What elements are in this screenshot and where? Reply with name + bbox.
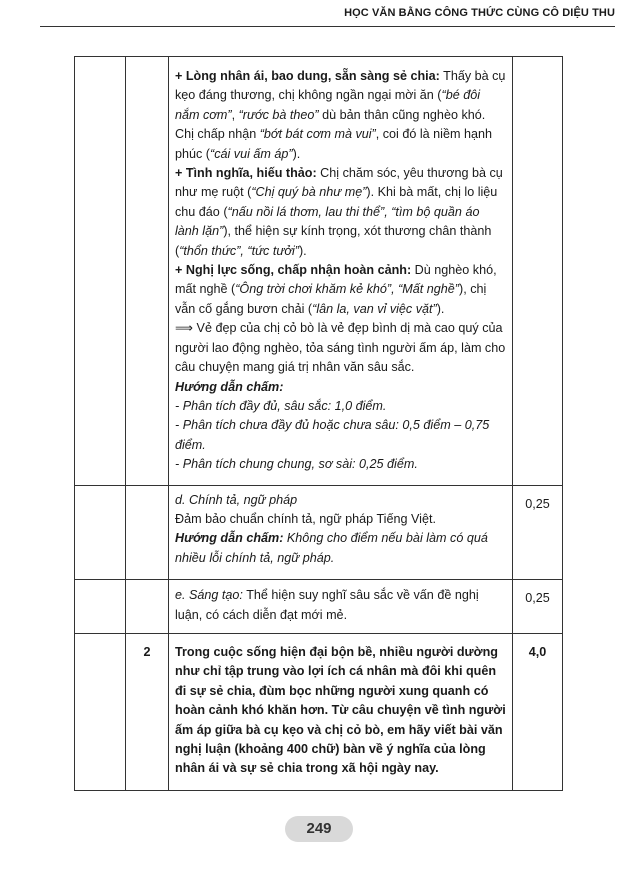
text-run: ). xyxy=(436,301,445,316)
text-run: Dù nghèo khó, mất nghề ( xyxy=(175,263,497,297)
page-number-badge xyxy=(285,816,353,842)
grading-guide-item: - Phân tích chưa đầy đủ hoặc chưa sâu: 0,5 điểm – 0,75 điểm. xyxy=(175,418,490,452)
header-divider xyxy=(40,26,615,27)
grading-guide-label: Hướng dẫn chấm: xyxy=(175,531,284,546)
criterion-text: Thể hiện suy nghĩ sâu sắc về vấn đề nghị luận, có cách diễn đạt mới mẻ. xyxy=(175,588,479,622)
table-row-creativity xyxy=(75,580,563,634)
cell-question-number xyxy=(126,580,169,634)
scoring-table xyxy=(74,56,563,791)
quote: “cái vui ấm áp” xyxy=(210,146,293,161)
cell-score xyxy=(513,57,563,486)
criterion xyxy=(175,586,506,625)
table-row-question-2 xyxy=(75,633,563,790)
cell-blank xyxy=(75,57,126,486)
point-heading: + Lòng nhân ái, bao dung, sẵn sàng sẻ chia: xyxy=(175,69,440,83)
paragraph-resilience xyxy=(175,261,506,319)
cell-blank xyxy=(75,633,126,790)
cell-question-number xyxy=(126,485,169,580)
text-run: , xyxy=(231,107,239,122)
paragraph-compassion xyxy=(175,67,506,164)
quote: “lân la, van vỉ việc vặt” xyxy=(312,301,437,316)
cell-content xyxy=(169,580,513,634)
grading-guide-item: - Phân tích đầy đủ, sâu sắc: 1,0 điểm. xyxy=(175,398,387,413)
cell-question-number: 2 xyxy=(126,633,169,790)
text-run: ). xyxy=(292,146,301,161)
criterion-heading: e. Sáng tạo: xyxy=(175,588,243,603)
quote: “nấu nồi lá thơm, lau thi thể”, “tìm bộ quần áo lành lặn” xyxy=(175,204,480,239)
quote: “Ông trời chơi khăm kẻ khó”, “Mất nghề” xyxy=(235,282,460,297)
text-run: , coi đó là niềm hạnh phúc ( xyxy=(175,127,492,161)
cell-score: 0,25 xyxy=(513,485,563,580)
cell-content xyxy=(169,57,513,486)
text-run: Thấy bà cụ kẹo đáng thương, chị không ngần ngại mời ăn ( xyxy=(175,69,506,103)
criterion-text: Đảm bảo chuẩn chính tả, ngữ pháp Tiếng Việt. xyxy=(175,511,436,526)
grading-guide-item: - Phân tích chung chung, sơ sài: 0,25 điểm. xyxy=(175,457,418,472)
grading-guide-text: Không cho điểm nếu bài làm có quá nhiều lỗi chính tả, ngữ pháp. xyxy=(175,531,488,565)
grading-guide-title: Hướng dẫn chấm: xyxy=(175,379,284,394)
text-run: ). xyxy=(298,243,307,258)
cell-content xyxy=(169,485,513,580)
quote: “bớt bát cơm mà vui” xyxy=(259,127,376,142)
page-number: 249 xyxy=(306,820,332,837)
criterion-heading: d. Chính tả, ngữ pháp xyxy=(175,492,298,507)
text-run: Chị chăm sóc, yêu thương bà cụ như mẹ ruột ( xyxy=(175,166,503,200)
table-row-spelling-grammar xyxy=(75,485,563,580)
text-run: ), chị vẫn cố gắng bươn chải ( xyxy=(175,282,487,316)
quote: “rước bà theo” xyxy=(238,107,319,122)
cell-question-number xyxy=(126,57,169,486)
point-heading: + Nghị lực sống, chấp nhận hoàn cảnh: xyxy=(175,263,412,278)
point-heading: + Tình nghĩa, hiếu thảo: xyxy=(175,166,317,181)
paragraph-conclusion: ⟹ Vẻ đẹp của chị cỏ bò là vẻ đẹp bình dị mà cao quý của người lao động nghèo, tỏa sáng tình người ấm áp, làm cho câu chuyện mang giá trị nhân văn sâu sắc. xyxy=(175,321,506,375)
text-run: dù bản thân cũng nghèo khó. Chị chấp nhận xyxy=(175,107,486,142)
cell-blank xyxy=(75,580,126,634)
paragraph-filial-piety xyxy=(175,164,506,261)
grading-guide xyxy=(175,529,506,568)
cell-question-prompt: Trong cuộc sống hiện đại bộn bề, nhiều người dường như chỉ tập trung vào lợi ích cá nhân mà đôi khi quên đi sự sẻ chia, đùm bọc những người xung quanh có hoàn cảnh khó khăn hơn. Từ câu chuyện về tình người ấm áp giữa bà cụ kẹo và chị cỏ bò, em hãy viết bài văn nghị luận (khoảng 400 chữ) bàn về ý nghĩa của lòng nhân ái và sự sẻ chia trong xã hội ngày nay. xyxy=(169,633,513,790)
quote: “bé đôi nắm cơm” xyxy=(175,88,481,122)
quote: “thổn thức”, “tức tưởi” xyxy=(179,243,299,258)
table-row-analysis xyxy=(75,57,563,486)
running-header-title: HỌC VĂN BẰNG CÔNG THỨC CÙNG CÔ DIỆU THU xyxy=(344,7,615,19)
cell-blank xyxy=(75,485,126,580)
text-run: ), thể hiện sự kính trọng, xót thương chân thành ( xyxy=(175,224,492,258)
text-run: ). Khi bà mất, chị lo liệu chu đáo ( xyxy=(175,185,498,219)
cell-score: 0,25 xyxy=(513,580,563,634)
cell-score: 4,0 xyxy=(513,633,563,790)
quote: “Chị quý bà như mẹ” xyxy=(251,185,367,200)
